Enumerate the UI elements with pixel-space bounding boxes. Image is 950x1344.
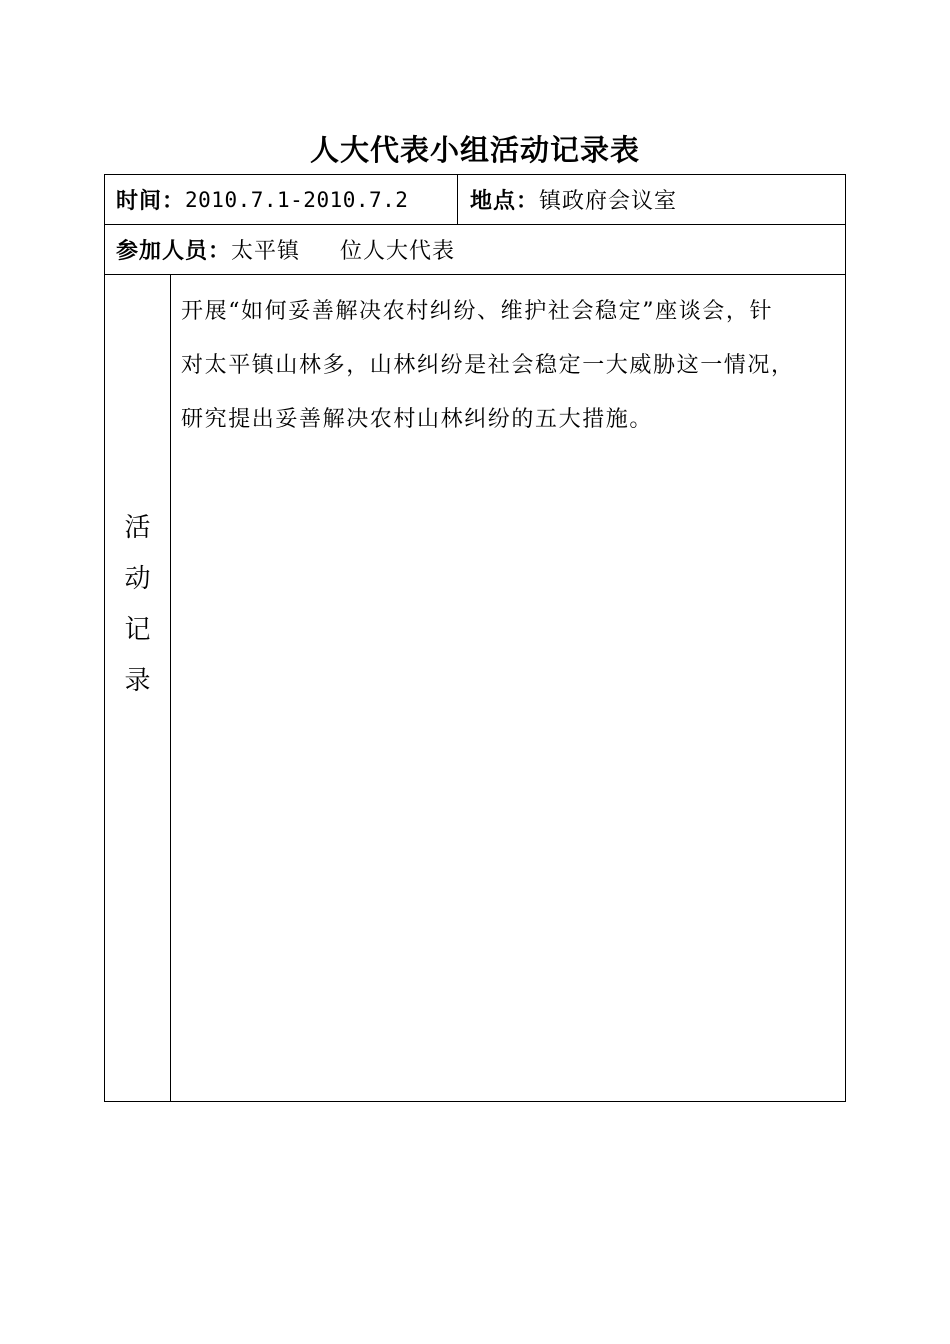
attendees-label: 参加人员： bbox=[116, 238, 232, 264]
record-vertical-label bbox=[124, 503, 150, 707]
attendees-row bbox=[105, 225, 845, 275]
time-place-row bbox=[105, 175, 845, 225]
record-label-char: 动 bbox=[124, 564, 151, 594]
record-line: 研究提出妥善解决农村山林纠纷的五大措施。 bbox=[181, 407, 654, 432]
activity-record-row bbox=[105, 275, 845, 1101]
record-line: 开展“如何妥善解决农村纠纷、维护社会稳定”座谈会，针 bbox=[181, 299, 774, 324]
record-label-char: 录 bbox=[124, 666, 151, 696]
record-line: 对太平镇山林多，山林纠纷是社会稳定一大威胁这一情况， bbox=[181, 353, 795, 378]
place-cell bbox=[458, 175, 845, 224]
time-value: 2010.7.1-2010.7.2 bbox=[185, 187, 409, 212]
place-value: 镇政府会议室 bbox=[539, 189, 678, 214]
record-body-cell bbox=[171, 275, 845, 1101]
record-label-cell bbox=[105, 275, 171, 1101]
record-label-char: 活 bbox=[124, 513, 151, 543]
record-text bbox=[181, 285, 795, 447]
document-title: 人大代表小组活动记录表 bbox=[309, 133, 640, 167]
time-label: 时间： bbox=[116, 188, 186, 214]
attendees-cell bbox=[105, 225, 845, 274]
attendees-suffix: 位人大代表 bbox=[340, 239, 456, 264]
activity-record-table bbox=[104, 174, 846, 1102]
attendees-town: 太平镇 bbox=[231, 239, 301, 264]
time-cell bbox=[105, 175, 458, 224]
place-label: 地点： bbox=[470, 188, 540, 214]
record-label-char: 记 bbox=[124, 615, 151, 645]
